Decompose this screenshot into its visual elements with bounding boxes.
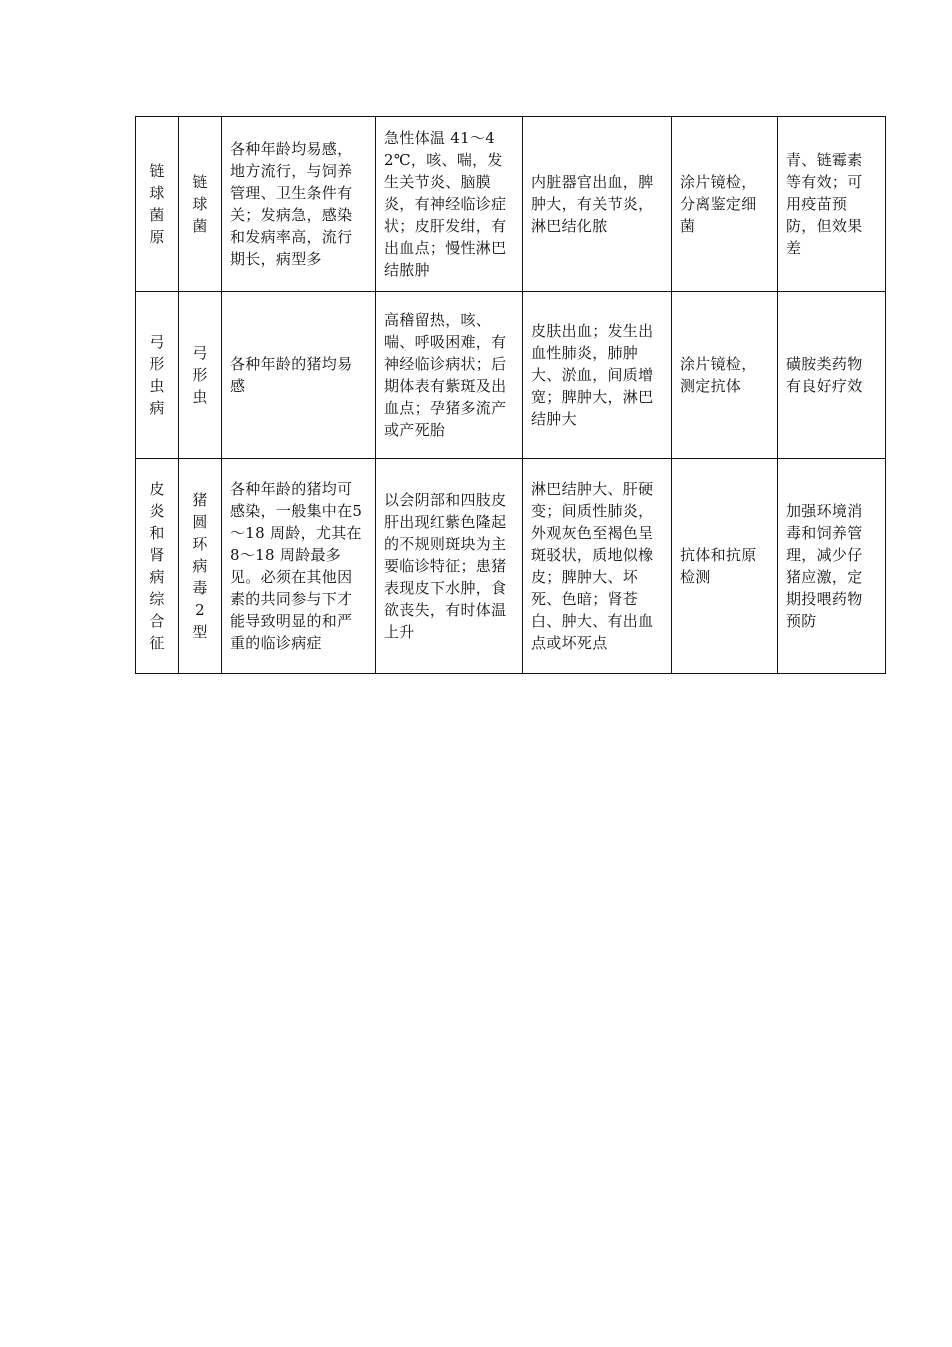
lesions-cell: 淋巴结肿大、肝硬变；间质性肺炎，外观灰色至褐色呈斑驳状，质地似橡皮；脾肿大、坏死、色暗；肾苍白、肿大、有出血点或坏死点 <box>523 459 672 674</box>
pathogen-name: 猪圆环病毒2型 <box>192 491 208 641</box>
pathogen-cell <box>179 292 222 459</box>
lesions-cell: 内脏器官出血，脾肿大，有关节炎，淋巴结化脓 <box>523 117 672 292</box>
epidemiology-cell: 各种年龄的猪均易感 <box>222 292 376 459</box>
diagnosis-cell: 抗体和抗原检测 <box>672 459 778 674</box>
prevention-cell: 磺胺类药物有良好疗效 <box>778 292 886 459</box>
lesions-cell: 皮肤出血；发生出血性肺炎，肺肿大、淤血，间质增宽；脾肿大，淋巴结肿大 <box>523 292 672 459</box>
pathogen-name: 链球菌 <box>192 173 208 235</box>
prevention-cell: 青、链霉素等有效；可用疫苗预防，但效果差 <box>778 117 886 292</box>
disease-name: 链球菌原 <box>149 162 165 246</box>
symptoms-cell: 急性体温 41～42℃，咳、喘，发生关节炎、脑膜炎，有神经临诊症状；皮肝发绀，有出血点；慢性淋巴结脓肿 <box>376 117 523 292</box>
symptoms-cell: 高稽留热，咳、喘、呼吸困难，有神经临诊病状；后期体表有紫斑及出血点；孕猪多流产或产死胎 <box>376 292 523 459</box>
disease-name-cell <box>136 117 179 292</box>
pathogen-cell <box>179 117 222 292</box>
pathogen-cell <box>179 459 222 674</box>
symptoms-cell: 以会阴部和四肢皮肝出现红紫色隆起的不规则斑块为主要临诊特征；患猪表现皮下水肿，食欲丧失，有时体温上升 <box>376 459 523 674</box>
prevention-cell: 加强环境消毒和饲养管理，减少仔猪应激，定期投喂药物预防 <box>778 459 886 674</box>
epidemiology-cell: 各种年龄的猪均可感染，一般集中在5～18 周龄，尤其在 8～18 周龄最多见。必须在其他因素的共同参与下才能导致明显的和严重的临诊病症 <box>222 459 376 674</box>
disease-name: 皮炎和肾病综合征 <box>149 480 165 652</box>
epidemiology-cell: 各种年龄均易感，地方流行，与饲养管理、卫生条件有关；发病急，感染和发病率高，流行期长，病型多 <box>222 117 376 292</box>
disease-name-cell <box>136 459 179 674</box>
diagnosis-cell: 涂片镜检，测定抗体 <box>672 292 778 459</box>
table-row <box>136 292 886 459</box>
table-row <box>136 459 886 674</box>
table-row <box>136 117 886 292</box>
pathogen-name: 弓形虫 <box>192 344 208 406</box>
diagnosis-cell: 涂片镜检，分离鉴定细菌 <box>672 117 778 292</box>
disease-name: 弓形虫病 <box>149 333 165 417</box>
disease-name-cell <box>136 292 179 459</box>
swine-disease-table <box>135 116 886 674</box>
